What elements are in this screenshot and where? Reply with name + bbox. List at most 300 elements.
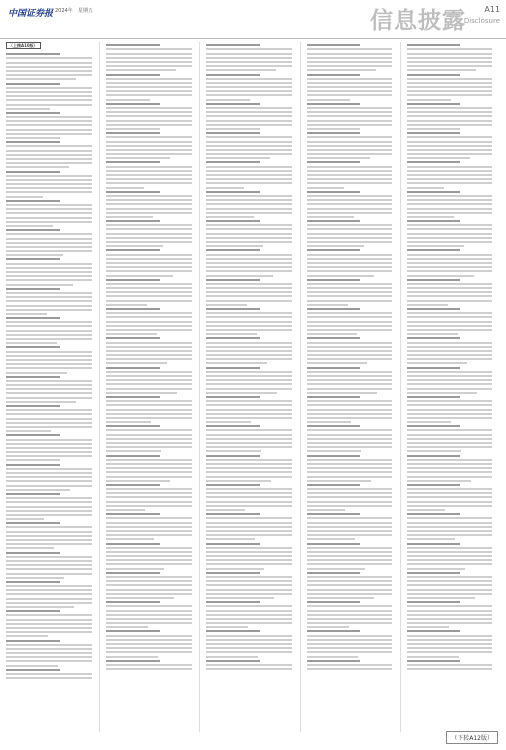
text-line [6, 648, 92, 650]
text-line [307, 526, 393, 528]
text-line [106, 161, 160, 163]
text-line [206, 559, 292, 561]
text-line [407, 195, 493, 197]
text-line [407, 153, 493, 155]
text-line [206, 187, 243, 189]
text-line [6, 62, 92, 64]
text-line [307, 304, 348, 306]
text-line [106, 74, 160, 76]
text-line [6, 141, 60, 143]
text-line [407, 413, 493, 415]
text-line [6, 388, 92, 390]
text-line [407, 149, 493, 151]
text-line [6, 606, 74, 608]
text-line [307, 580, 393, 582]
text-line [307, 429, 393, 431]
text-line [307, 203, 393, 205]
text-line [407, 476, 493, 478]
text-line [307, 496, 393, 498]
text-line [307, 538, 355, 540]
text-line [307, 605, 393, 607]
text-line [307, 153, 393, 155]
text-line [307, 568, 365, 570]
text-line [206, 166, 292, 168]
text-line [106, 513, 160, 515]
column-3 [206, 42, 300, 732]
text-line [106, 304, 147, 306]
text-line [106, 191, 160, 193]
text-line [206, 417, 292, 419]
text-line [307, 400, 393, 402]
text-line [307, 379, 393, 381]
text-line [206, 463, 292, 465]
text-line [6, 526, 92, 528]
text-line [407, 664, 493, 666]
text-line [106, 400, 192, 402]
text-line [106, 90, 192, 92]
text-line [206, 455, 260, 457]
text-line [106, 626, 148, 628]
text-line [407, 463, 493, 465]
text-line [206, 136, 292, 138]
text-line [206, 103, 260, 105]
text-line [307, 358, 393, 360]
text-line [6, 87, 92, 89]
text-line [407, 434, 493, 436]
column-text [6, 53, 95, 679]
text-line [106, 65, 192, 67]
text-line [106, 120, 192, 122]
text-line [307, 362, 368, 364]
text-line [106, 601, 160, 603]
text-line [6, 426, 92, 428]
text-line [6, 325, 92, 327]
text-line [407, 459, 493, 461]
text-line [6, 200, 60, 202]
text-line [106, 300, 192, 302]
text-line [407, 555, 493, 557]
text-line [206, 90, 292, 92]
text-line [407, 660, 461, 662]
text-line [106, 329, 192, 331]
text-line [407, 329, 493, 331]
text-line [6, 196, 43, 198]
text-line [6, 459, 60, 461]
text-line [106, 438, 192, 440]
text-line [206, 149, 292, 151]
text-line [407, 639, 493, 641]
text-line [6, 346, 60, 348]
text-line [206, 337, 260, 339]
text-line [106, 82, 192, 84]
text-line [307, 254, 393, 256]
text-line [206, 651, 292, 653]
text-line [206, 522, 292, 524]
text-line [407, 99, 451, 101]
text-line [206, 99, 250, 101]
text-line [106, 538, 154, 540]
text-line [206, 517, 292, 519]
text-line [106, 375, 192, 377]
text-line [407, 517, 493, 519]
text-line [407, 442, 493, 444]
text-line [407, 471, 493, 473]
text-line [206, 614, 292, 616]
text-line [6, 376, 60, 378]
text-line [6, 338, 92, 340]
text-line [6, 208, 92, 210]
text-line [307, 371, 393, 373]
text-line [106, 53, 192, 55]
text-line [307, 74, 361, 76]
text-line [6, 145, 92, 147]
text-line [206, 120, 292, 122]
text-line [6, 175, 92, 177]
text-line [307, 245, 364, 247]
text-line [6, 162, 92, 164]
text-line [106, 279, 160, 281]
text-line [6, 91, 92, 93]
text-line [106, 413, 192, 415]
text-line [407, 157, 470, 159]
text-line [106, 208, 192, 210]
text-line [206, 496, 292, 498]
text-line [407, 429, 493, 431]
text-line [307, 388, 393, 390]
text-line [206, 44, 260, 46]
text-line [206, 434, 292, 436]
text-line [106, 664, 192, 666]
text-line [106, 312, 192, 314]
text-line [106, 220, 160, 222]
text-line [6, 644, 92, 646]
text-line [407, 656, 459, 658]
text-line [6, 53, 60, 55]
text-line [206, 170, 292, 172]
text-line [307, 392, 377, 394]
text-line [206, 547, 292, 549]
text-line [206, 388, 292, 390]
text-line [206, 396, 260, 398]
text-line [6, 83, 60, 85]
text-line [106, 358, 192, 360]
text-line [307, 438, 393, 440]
text-line [206, 400, 292, 402]
text-line [407, 61, 493, 63]
page-number: A11 [484, 5, 500, 14]
text-line [6, 363, 92, 365]
text-line [106, 275, 173, 277]
text-line [307, 312, 393, 314]
text-line [206, 459, 292, 461]
text-line [407, 220, 461, 222]
column-text [206, 44, 295, 670]
text-line [106, 425, 160, 427]
text-line [206, 509, 244, 511]
text-line [206, 471, 292, 473]
text-line [307, 350, 393, 352]
text-line [407, 530, 493, 532]
text-line [307, 120, 393, 122]
text-line [206, 266, 292, 268]
text-line [307, 354, 393, 356]
text-line [106, 178, 192, 180]
text-line [407, 526, 493, 528]
text-line [6, 150, 92, 152]
text-line [6, 635, 48, 637]
text-line [407, 145, 493, 147]
text-line [307, 61, 393, 63]
text-line [106, 543, 160, 545]
text-line [106, 115, 192, 117]
text-line [6, 501, 92, 503]
text-line [106, 287, 192, 289]
text-line [407, 78, 493, 80]
text-line [206, 551, 292, 553]
text-line [206, 501, 292, 503]
text-line [407, 254, 493, 256]
text-line [407, 170, 493, 172]
text-line [6, 677, 92, 679]
text-line [106, 174, 192, 176]
text-line [6, 275, 92, 277]
text-line [106, 459, 192, 461]
text-line [106, 392, 176, 394]
text-line [206, 287, 292, 289]
text-line [6, 443, 92, 445]
text-line [206, 484, 260, 486]
text-line [407, 208, 493, 210]
text-line [407, 187, 444, 189]
text-line [407, 128, 461, 130]
text-line [106, 639, 192, 641]
text-line [206, 538, 254, 540]
text-line [106, 86, 192, 88]
text-line [6, 279, 92, 281]
text-line [307, 57, 393, 59]
text-line [206, 249, 260, 251]
text-line [6, 640, 60, 642]
text-line [206, 543, 260, 545]
text-line [106, 111, 192, 113]
text-line [106, 509, 144, 511]
text-line [6, 451, 92, 453]
continuation-label: （上接A10版） [6, 42, 41, 49]
text-line [407, 367, 461, 369]
text-line [206, 639, 292, 641]
text-line [307, 69, 377, 71]
text-line [106, 496, 192, 498]
text-line [206, 212, 292, 214]
text-line [6, 158, 92, 160]
text-line [407, 82, 493, 84]
text-line [6, 409, 92, 411]
text-line [6, 116, 92, 118]
text-line [307, 501, 393, 503]
text-line [307, 455, 361, 457]
text-line [6, 619, 92, 621]
text-line [206, 584, 292, 586]
text-line [106, 216, 153, 218]
text-line [106, 668, 192, 670]
text-line [307, 597, 375, 599]
text-line [407, 308, 461, 310]
text-line [106, 132, 160, 134]
text-line [307, 170, 393, 172]
text-line [6, 242, 92, 244]
text-line [206, 576, 292, 578]
text-line [307, 187, 344, 189]
text-line [407, 228, 493, 230]
text-line [106, 262, 192, 264]
text-line [6, 271, 92, 273]
text-line [6, 334, 92, 336]
text-line [6, 581, 60, 583]
text-line [6, 367, 92, 369]
text-line [407, 601, 461, 603]
text-line [106, 308, 160, 310]
text-line [106, 530, 192, 532]
text-line [6, 183, 92, 185]
text-line [106, 241, 192, 243]
text-line [206, 610, 292, 612]
text-line [206, 526, 292, 528]
text-line [307, 442, 393, 444]
text-line [407, 107, 493, 109]
text-line [106, 354, 192, 356]
text-line [407, 270, 493, 272]
text-line [407, 538, 455, 540]
text-line [106, 442, 192, 444]
text-line [6, 263, 92, 265]
text-line [307, 383, 393, 385]
text-line [206, 157, 269, 159]
text-line [6, 133, 92, 135]
text-line [407, 455, 461, 457]
text-line [6, 384, 92, 386]
text-line [6, 665, 58, 667]
text-line [106, 124, 192, 126]
text-line [106, 429, 192, 431]
text-line [206, 534, 292, 536]
text-line [407, 551, 493, 553]
text-line [307, 425, 361, 427]
text-line [307, 228, 393, 230]
text-line [307, 543, 361, 545]
text-line [307, 103, 361, 105]
text-line [407, 74, 461, 76]
text-line [407, 438, 493, 440]
text-line [206, 589, 292, 591]
text-line [6, 187, 92, 189]
text-line [6, 506, 92, 508]
text-line [407, 362, 468, 364]
text-line [307, 664, 393, 666]
text-line [307, 484, 361, 486]
text-line [307, 208, 393, 210]
text-line [206, 258, 292, 260]
text-line [106, 224, 192, 226]
text-line [206, 237, 292, 239]
text-line [307, 82, 393, 84]
text-line [106, 630, 160, 632]
text-line [206, 224, 292, 226]
text-line [6, 476, 92, 478]
text-line [6, 359, 92, 361]
text-line [206, 69, 276, 71]
text-line [407, 174, 493, 176]
text-line [407, 388, 493, 390]
text-line [407, 589, 493, 591]
text-line [407, 383, 493, 385]
text-line [307, 329, 393, 331]
text-line [106, 367, 160, 369]
text-line [106, 333, 157, 335]
text-line [307, 346, 393, 348]
text-line [407, 178, 493, 180]
text-line [106, 342, 192, 344]
text-line [6, 518, 44, 520]
text-line [6, 108, 50, 110]
text-line [407, 258, 493, 260]
text-line [307, 459, 393, 461]
text-line [407, 136, 493, 138]
text-line [407, 325, 493, 327]
text-line [206, 233, 292, 235]
text-line [407, 605, 493, 607]
text-line [6, 154, 92, 156]
text-line [206, 626, 248, 628]
text-line [407, 304, 448, 306]
text-line [106, 572, 160, 574]
text-line [106, 434, 192, 436]
text-line [206, 618, 292, 620]
text-line [206, 275, 273, 277]
text-line [407, 450, 461, 452]
text-line [407, 65, 493, 67]
text-line [407, 312, 493, 314]
text-line [106, 149, 192, 151]
text-line [206, 283, 292, 285]
text-line [106, 409, 192, 411]
section-title-en: Disclosure [463, 17, 500, 25]
text-line [106, 270, 192, 272]
text-line [206, 446, 292, 448]
text-line [206, 413, 292, 415]
text-line [6, 447, 92, 449]
text-line [106, 141, 192, 143]
text-line [106, 48, 192, 50]
text-line [307, 149, 393, 151]
text-line [307, 635, 393, 637]
text-line [206, 450, 260, 452]
text-line [6, 514, 92, 516]
text-line [206, 53, 292, 55]
text-line [106, 446, 192, 448]
text-line [407, 241, 493, 243]
text-line [6, 104, 92, 106]
text-line [206, 82, 292, 84]
text-line [307, 86, 393, 88]
section-title: 信息披露 [370, 8, 466, 34]
text-line [6, 179, 92, 181]
text-line [407, 547, 493, 549]
text-line [206, 262, 292, 264]
text-line [6, 321, 92, 323]
text-line [6, 57, 92, 59]
text-line [407, 505, 493, 507]
issue-date: 2024年 [55, 8, 73, 14]
